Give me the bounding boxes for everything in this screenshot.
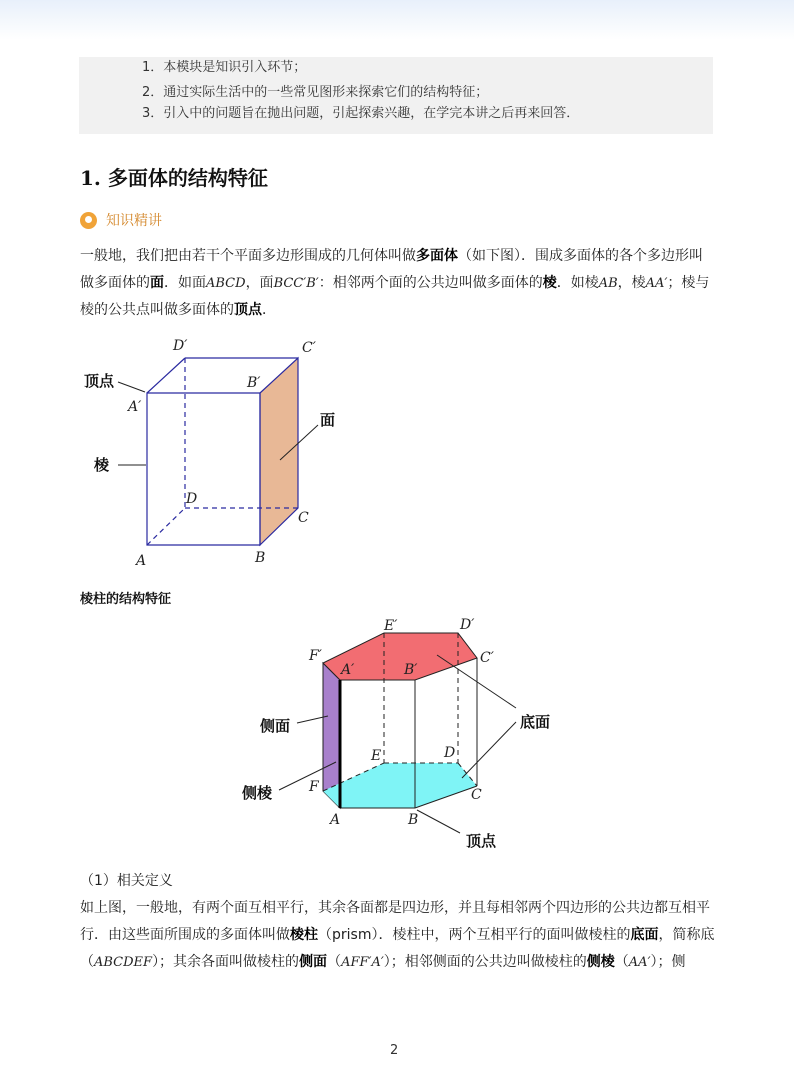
callout-base: 底面 <box>520 713 551 731</box>
para-line: 如上图，一般地，有两个面互相平行，其余各面都是四边形，并且每相邻两个四边形的公共边都互相平 <box>80 900 710 916</box>
vertex-label: A <box>136 553 147 569</box>
callout-vertex: 顶点 <box>466 832 497 850</box>
polyhedron-definition <box>80 243 720 324</box>
prism-definition <box>80 868 720 976</box>
vertex-label: C′ <box>480 650 494 666</box>
vertex-label: A′ <box>128 399 142 415</box>
vertex-label: F′ <box>309 648 322 664</box>
callout-side-face: 侧面 <box>260 717 291 735</box>
vertex-label: D <box>444 745 456 761</box>
note-item: 3．引入中的问题旨在抛出问题，引起探索兴趣，在学完本讲之后再来回答． <box>142 106 580 121</box>
edge <box>147 358 185 393</box>
vertex-label: E′ <box>384 618 398 634</box>
front-face <box>147 393 260 545</box>
section-heading: 1. 多面体的结构特征 <box>80 166 268 190</box>
note-item: 1．本模块是知识引入环节； <box>142 60 307 75</box>
prism-figure <box>235 610 565 855</box>
para-line: 一般地，我们把由若干个平面多边形围成的几何体叫做多面体（如下图）．围成多面体的各个多边形叫 <box>80 248 703 264</box>
vertex-label: A′ <box>341 662 355 678</box>
para-label: （1）相关定义 <box>80 873 173 889</box>
vertex-label: E <box>371 748 382 764</box>
callout-side-edge: 侧棱 <box>242 784 273 802</box>
vertex-label: C <box>298 510 309 526</box>
vertex-label: D′ <box>460 617 475 633</box>
para-line: 做多面体的面．如面ABCD，面BCC′B′：相邻两个面的公共边叫做多面体的棱．如棱AB，棱AA′；棱与 <box>80 275 710 291</box>
callout-edge: 棱 <box>94 456 110 474</box>
knowledge-tag <box>80 210 162 230</box>
para-line: 行．由这些面所围成的多面体叫做棱柱（prism）．棱柱中，两个互相平行的面叫做棱柱的底面，简称底 <box>80 927 715 943</box>
page-number: 2 <box>390 1043 399 1058</box>
callout-face: 面 <box>320 411 336 429</box>
vertex-label: C′ <box>302 340 316 356</box>
vertex-label: B <box>255 550 266 566</box>
vertex-label: C <box>471 787 482 803</box>
para-line: （ABCDEF）；其余各面叫做棱柱的侧面（AFF′A′）；相邻侧面的公共边叫做棱柱的侧棱（AA′）；侧 <box>80 954 686 970</box>
vertex-label: D <box>186 491 198 507</box>
vertex-label: A <box>330 812 341 828</box>
vertex-label: D′ <box>173 338 188 354</box>
callout-line <box>118 382 145 392</box>
header-band <box>0 0 794 40</box>
callout-vertex: 顶点 <box>84 372 115 390</box>
polyhedron-figure <box>75 330 355 570</box>
highlighted-face <box>260 358 298 545</box>
subheading: 棱柱的结构特征 <box>80 592 172 607</box>
vertex-label: F <box>309 779 319 795</box>
note-item: 2．通过实际生活中的一些常见图形来探索它们的结构特征； <box>142 85 489 100</box>
tag-label: 知识精讲 <box>106 213 162 229</box>
vertex-label: B′ <box>247 375 261 391</box>
callout-line <box>417 810 460 833</box>
vertex-label: B <box>408 812 419 828</box>
para-line: 棱的公共点叫做多面体的顶点． <box>80 302 276 318</box>
callout-line <box>462 722 516 778</box>
bottom-base <box>323 763 477 808</box>
lightbulb-icon <box>80 212 97 229</box>
hidden-edge <box>147 508 185 545</box>
vertex-label: B′ <box>404 662 418 678</box>
